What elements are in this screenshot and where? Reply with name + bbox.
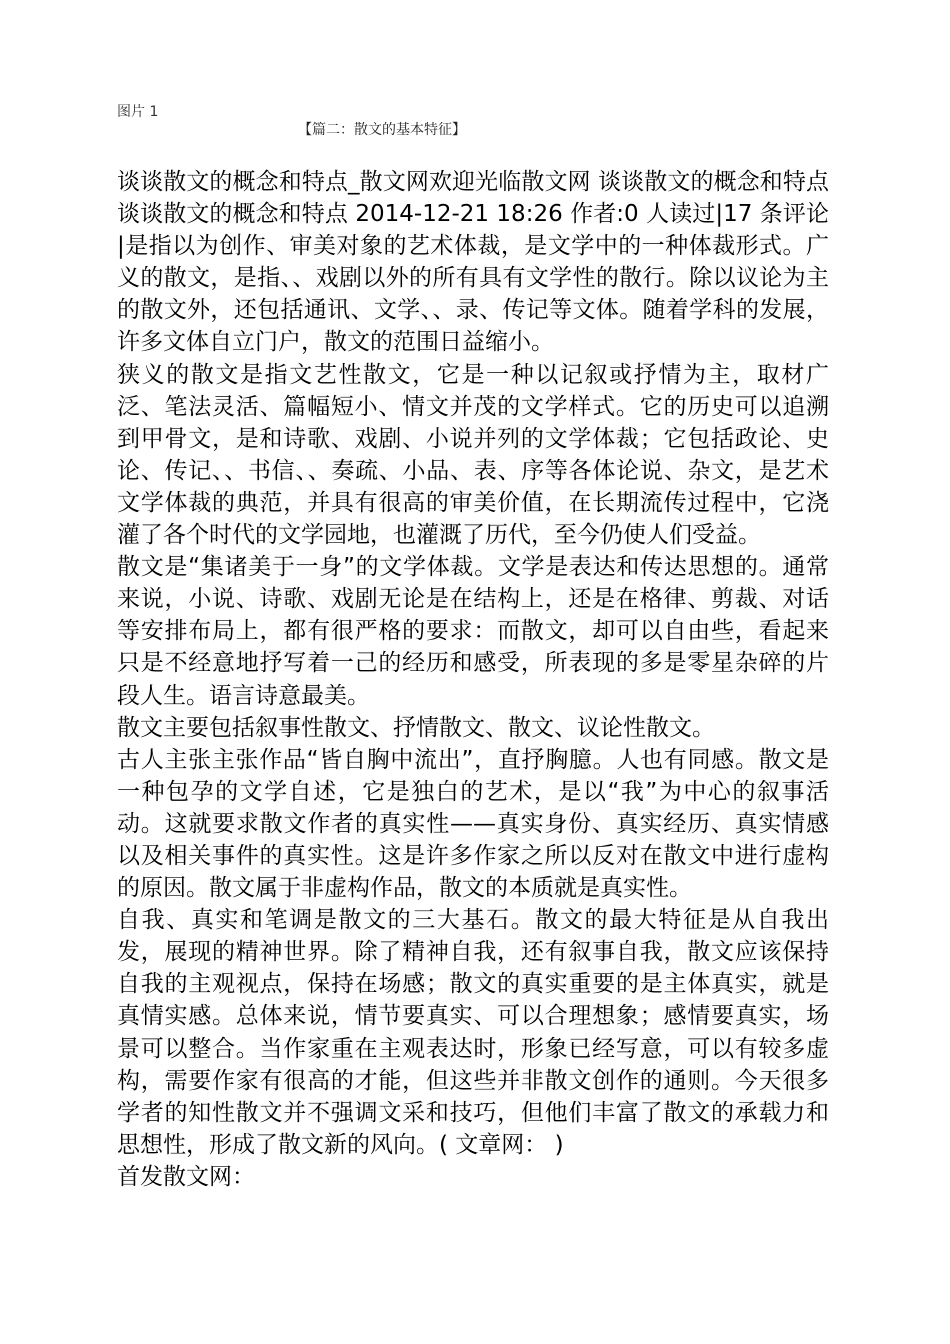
image-caption: 图片 1 [117,104,159,120]
paragraph: 狭义的散文是指文艺性散文，它是一种以记叙或抒情为主，取材广泛、笔法灵活、篇幅短小、情文并茂的文学样式。它的历史可以追溯到甲骨文，是和诗歌、戏剧、小说并列的文学体裁；它包括政论、史论、传记、、书信、、奏疏、小品、表、序等各体论说、杂文，是艺术文学体裁的典范，并具有很高的审美价值，在长期流传过程中，它浇灌了各个时代的文学园地，也灌溉了历代，至今仍使人们受益。 [117,361,829,549]
section-heading: 【篇二：散文的基本特征】 [298,122,466,138]
paragraph: 散文是“集诸美于一身”的文学体裁。文学是表达和传达思想的。通常来说，小说、诗歌、戏剧无论是在结构上，还是在格律、剪裁、对话等安排布局上，都有很严格的要求：而散文，却可以自由些，看起来只是不经意地抒写着一己的经历和感受，所表现的多是零星杂碎的片段人生。语言诗意最美。 [117,554,829,709]
paragraph: 散文主要包括叙事性散文、抒情散文、散文、议论性散文。 [117,714,715,741]
paragraph: 谈谈散文的概念和特点_散文网欢迎光临散文网 谈谈散文的概念和特点谈谈散文的概念和特点 2014-12-21 18:26 作者:0 人读过|17 条评论 |是指以为创作、审美对象的艺术体裁，是文学中的一种体裁形式。广义的散文，是指、、戏剧以外的所有具有文学性的散行。除以议论为主的散文外，还包括通讯、文学、、录、传记等文体。随着学科的发展，许多文体自立门户，散文的范围日益缩小。 [117,169,829,356]
paragraph: 自我、真实和笔调是散文的三大基石。散文的最大特征是从自我出发，展现的精神世界。除了精神自我，还有叙事自我，散文应该保持自我的主观视点，保持在场感；散文的真实重要的是主体真实，就是真情实感。总体来说，情节要真实、可以合理想象；感情要真实，场景可以整合。当作家重在主观表达时，形象已经写意，可以有较多虚构，需要作家有很高的才能，但这些并非散文创作的通则。今天很多学者的知性散文并不强调文采和技巧，但他们丰富了散文的承载力和思想性，形成了散文新的风向。( 文章网： ) [117,907,829,1158]
paragraph: 古人主张主张作品“皆自胸中流出”，直抒胸臆。人也有同感。散文是一种包孕的文学自述，它是独白的艺术，是以“我”为中心的叙事活动。这就要求散文作者的真实性——真实身份、真实经历、真实情感以及相关事件的真实性。这是许多作家之所以反对在散文中进行虚构的原因。散文属于非虚构作品，散文的本质就是真实性。 [117,746,829,902]
paragraph: 首发散文网： [117,1163,255,1190]
article-body [117,166,829,1193]
